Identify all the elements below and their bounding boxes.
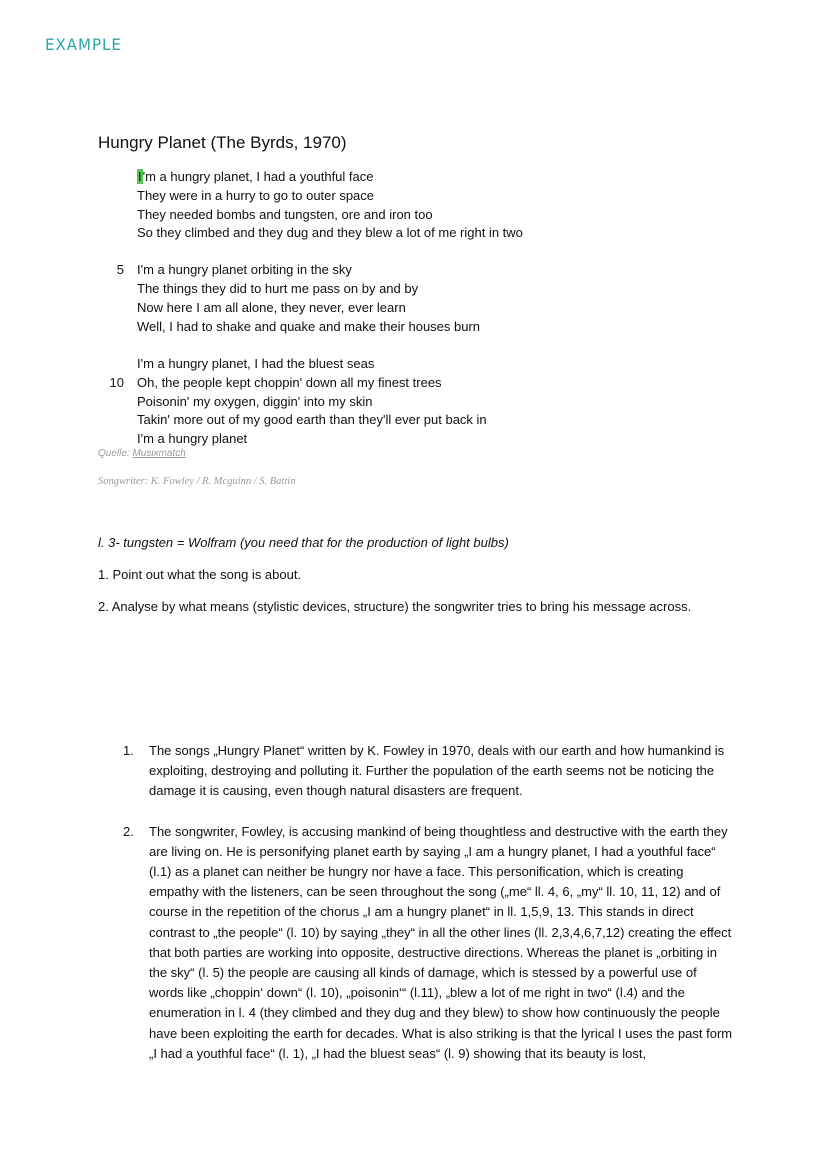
lyric-line: Takin' more out of my good earth than they'll ever put back in [137,412,487,428]
lyric-line: I'm a hungry planet, I had a youthful face [138,169,374,184]
answer-number: 2. [123,823,134,839]
lyric-line: I'm a hungry planet, I had the bluest seas [137,355,375,371]
task-2: 2. Analyse by what means (stylistic devices, structure) the songwriter tries to bring his message across. [98,599,692,614]
lyric-line: So they climbed and they dug and they blew a lot of me right in two [137,225,523,241]
answer-item [123,822,733,1064]
answer-text: The songwriter, Fowley, is accusing mankind of being thoughtless and destructive with the earth they are living on. He is personifying planet earth by saying „I am a hungry planet, I had a youthful face“ (l.1) as a planet can neither be hungry nor have a face. This personification, which is creating empathy with the listeners, can be seen throughout the song („me“ ll. 4, 6, „my“ ll. 10, 11, 12) and of course in the repetition of the chorus „I am a hungry planet“ in ll. 1,5,9, 13. This stands in direct contrast to „the people“ (l. 10) by saying „they“ in all the other lines (ll. 2,3,4,6,7,12) creating the effect that both parties are working into opposite, destructive directions. Whereas the planet is „orbiting in the sky“ (l. 5) the people are causing all kinds of damage, which is stessed by a powerful use of words like „choppin‘ down“ (l. 10), „poisonin‘“ (l.11), „blew a lot of me right in two“ (l.4) and the enumeration in l. 4 (they climbed and they dug and they blew) to show how continuously the people have been exploiting the earth for decades. What is also striking is that the lyrical I uses the past form „I had a youthful face“ (l. 1), „I had the bluest seas“ (l. 9) showing that its beauty is lost, [149,823,733,1061]
answer-text: The songs „Hungry Planet“ written by K. Fowley in 1970, deals with our earth and how humankind is exploiting, destroying and polluting it. Further the population of the earth seems not be noticing the damage it is causing, even though natural disasters are frequent. [149,743,725,799]
vocabulary-note: l. 3- tungsten = Wolfram (you need that for the production of light bulbs) [98,535,509,550]
answer-list [123,741,733,1084]
answer-number: 1. [123,743,134,758]
song-title: Hungry Planet (The Byrds, 1970) [98,133,347,152]
lyric-line: Well, I had to shake and quake and make their houses burn [137,318,481,334]
songwriter-credit: Songwriter: K. Fowley / R. Mcguinn / S. Battin [98,476,296,487]
answer-item [123,741,733,802]
lyric-line: The things they did to hurt me pass on by and by [137,281,419,297]
lyric-line: 5 I'm a hungry planet orbiting in the sky [98,261,523,280]
lyric-line: They needed bombs and tungsten, ore and iron too [137,206,433,222]
lyric-line: Poisonin' my oxygen, diggin' into my skin [137,393,373,409]
task-1: 1. Point out what the song is about. [98,567,302,582]
source-credit: Quelle: Musixmatch [98,448,186,459]
lyric-line: They were in a hurry to go to outer space [137,187,375,203]
source-link[interactable]: Musixmatch [132,448,186,459]
lyrics-block [98,168,523,449]
lyric-line: I'm a hungry planet [137,431,248,447]
lyric-line: 10 Oh, the people kept choppin' down all my finest trees [98,374,523,393]
line-number: 5 [116,262,124,278]
lyric-line: Now here I am all alone, they never, ever learn [137,300,406,316]
text-cursor-highlight: I [138,169,142,184]
example-stamp: EXAMPLE [45,35,122,55]
line-number: 10 [109,374,124,390]
